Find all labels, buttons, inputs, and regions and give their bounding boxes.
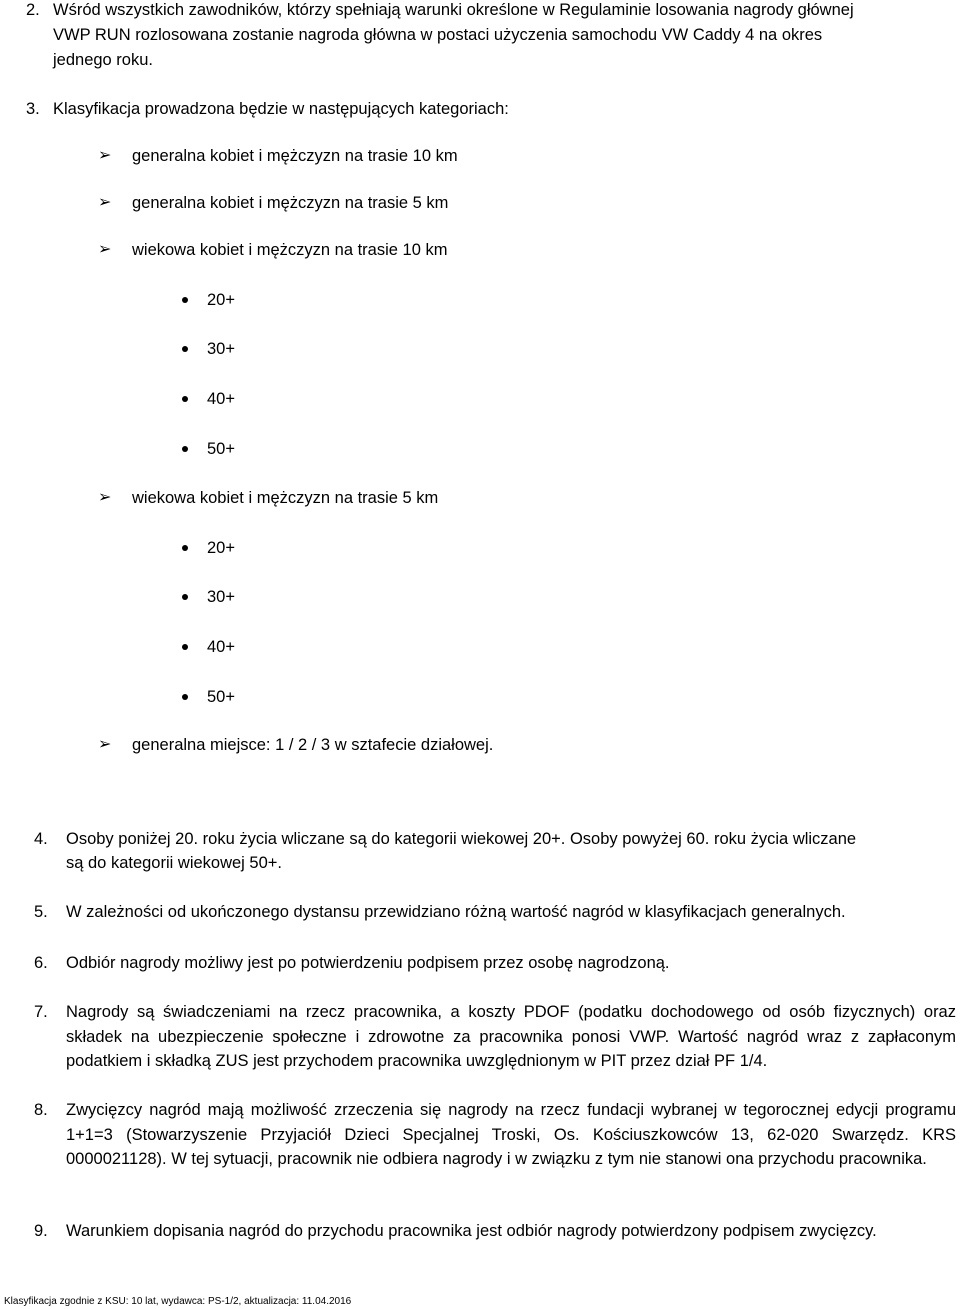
item-8-text: Zwycięzcy nagród mają możliwość zrzeczenia się nagrody na rzecz fundacji wybranej w tegorocznej edycji programu 1+1=3 (Stowarzyszenie Przyjaciół Dzieci Specjalnej Troski, Os. Kościuszkowców 13, 62-020 Swarzędz. KRS 0000021128). W tej sytuacji, pracownik nie odbiera nagrody i w związku z tym nie stanowi ona przychodu pracownika. <box>66 1101 956 1169</box>
arrow-bullet-icon: ➢ <box>98 194 112 211</box>
dot-bullet-icon <box>182 396 188 402</box>
item-6-text: Odbiór nagrody możliwy jest po potwierdzeniu podpisem przez osobę nagrodzoną. <box>66 954 670 972</box>
item-9-number: 9. <box>34 1222 48 1240</box>
item-3-number: 3. <box>26 100 40 118</box>
category-age-5km: wiekowa kobiet i mężczyzn na trasie 5 km <box>132 489 439 507</box>
item-2-line-3: jednego roku. <box>53 51 153 69</box>
item-6-number: 6. <box>34 954 48 972</box>
arrow-bullet-icon: ➢ <box>98 489 112 506</box>
item-3-text: Klasyfikacja prowadzona będzie w następujących kategoriach: <box>53 100 509 118</box>
dot-bullet-icon <box>182 644 188 650</box>
item-2-line-1: Wśród wszystkich zawodników, którzy spełniają warunki określone w Regulaminie losowania nagrody głównej <box>53 1 854 19</box>
item-4-number: 4. <box>34 830 48 848</box>
page-footer: Klasyfikacja zgodnie z KSU: 10 lat, wydawca: PS-1/2, aktualizacja: 11.04.2016 <box>4 1296 352 1307</box>
age-group-10km-item: 20+ <box>207 291 235 309</box>
age-group-5km-item: 30+ <box>207 588 235 606</box>
item-2-line-2: VWP RUN rozlosowana zostanie nagroda główna w postaci użyczenia samochodu VW Caddy 4 na okres <box>53 26 823 44</box>
item-8-number: 8. <box>34 1101 48 1119</box>
dot-bullet-icon <box>182 346 188 352</box>
age-group-5km-item: 20+ <box>207 539 235 557</box>
dot-bullet-icon <box>182 694 188 700</box>
item-7-text: Nagrody są świadczeniami na rzecz pracownika, a koszty PDOF (podatku dochodowego od osób fizycznych) oraz składek na ubezpieczenie społeczne i zdrowotne za pracownika ponosi VWP. Wartość nagród wraz z zapłaconym podatkiem i składką ZUS jest przychodem pracownika uwzględnionym w PIT przez dział PF 1/4. <box>66 1003 956 1071</box>
item-5-text: W zależności od ukończonego dystansu przewidziano różną wartość nagród w klasyfikacjach generalnych. <box>66 903 846 921</box>
category-general-5km: generalna kobiet i mężczyzn na trasie 5 km <box>132 194 449 212</box>
arrow-bullet-icon: ➢ <box>98 147 112 164</box>
dot-bullet-icon <box>182 297 188 303</box>
item-2-number: 2. <box>26 1 40 19</box>
item-9-text: Warunkiem dopisania nagród do przychodu pracownika jest odbiór nagrody potwierdzony podpisem zwycięzcy. <box>66 1222 877 1240</box>
age-group-10km-item: 40+ <box>207 390 235 408</box>
arrow-bullet-icon: ➢ <box>98 736 112 753</box>
age-group-10km-item: 30+ <box>207 340 235 358</box>
category-age-10km: wiekowa kobiet i mężczyzn na trasie 10 km <box>132 241 448 259</box>
age-group-5km-item: 40+ <box>207 638 235 656</box>
item-4-line-1: Osoby poniżej 20. roku życia wliczane są do kategorii wiekowej 20+. Osoby powyżej 60. roku życia wliczane <box>66 830 857 848</box>
item-4-line-2: są do kategorii wiekowej 50+. <box>66 854 282 872</box>
age-group-10km-item: 50+ <box>207 440 235 458</box>
item-5-number: 5. <box>34 903 48 921</box>
arrow-bullet-icon: ➢ <box>98 241 112 258</box>
category-relay: generalna miejsce: 1 / 2 / 3 w sztafecie działowej. <box>132 736 494 754</box>
dot-bullet-icon <box>182 446 188 452</box>
age-group-5km-item: 50+ <box>207 688 235 706</box>
item-7-number: 7. <box>34 1003 48 1021</box>
dot-bullet-icon <box>182 594 188 600</box>
dot-bullet-icon <box>182 545 188 551</box>
category-general-10km: generalna kobiet i mężczyzn na trasie 10 km <box>132 147 458 165</box>
